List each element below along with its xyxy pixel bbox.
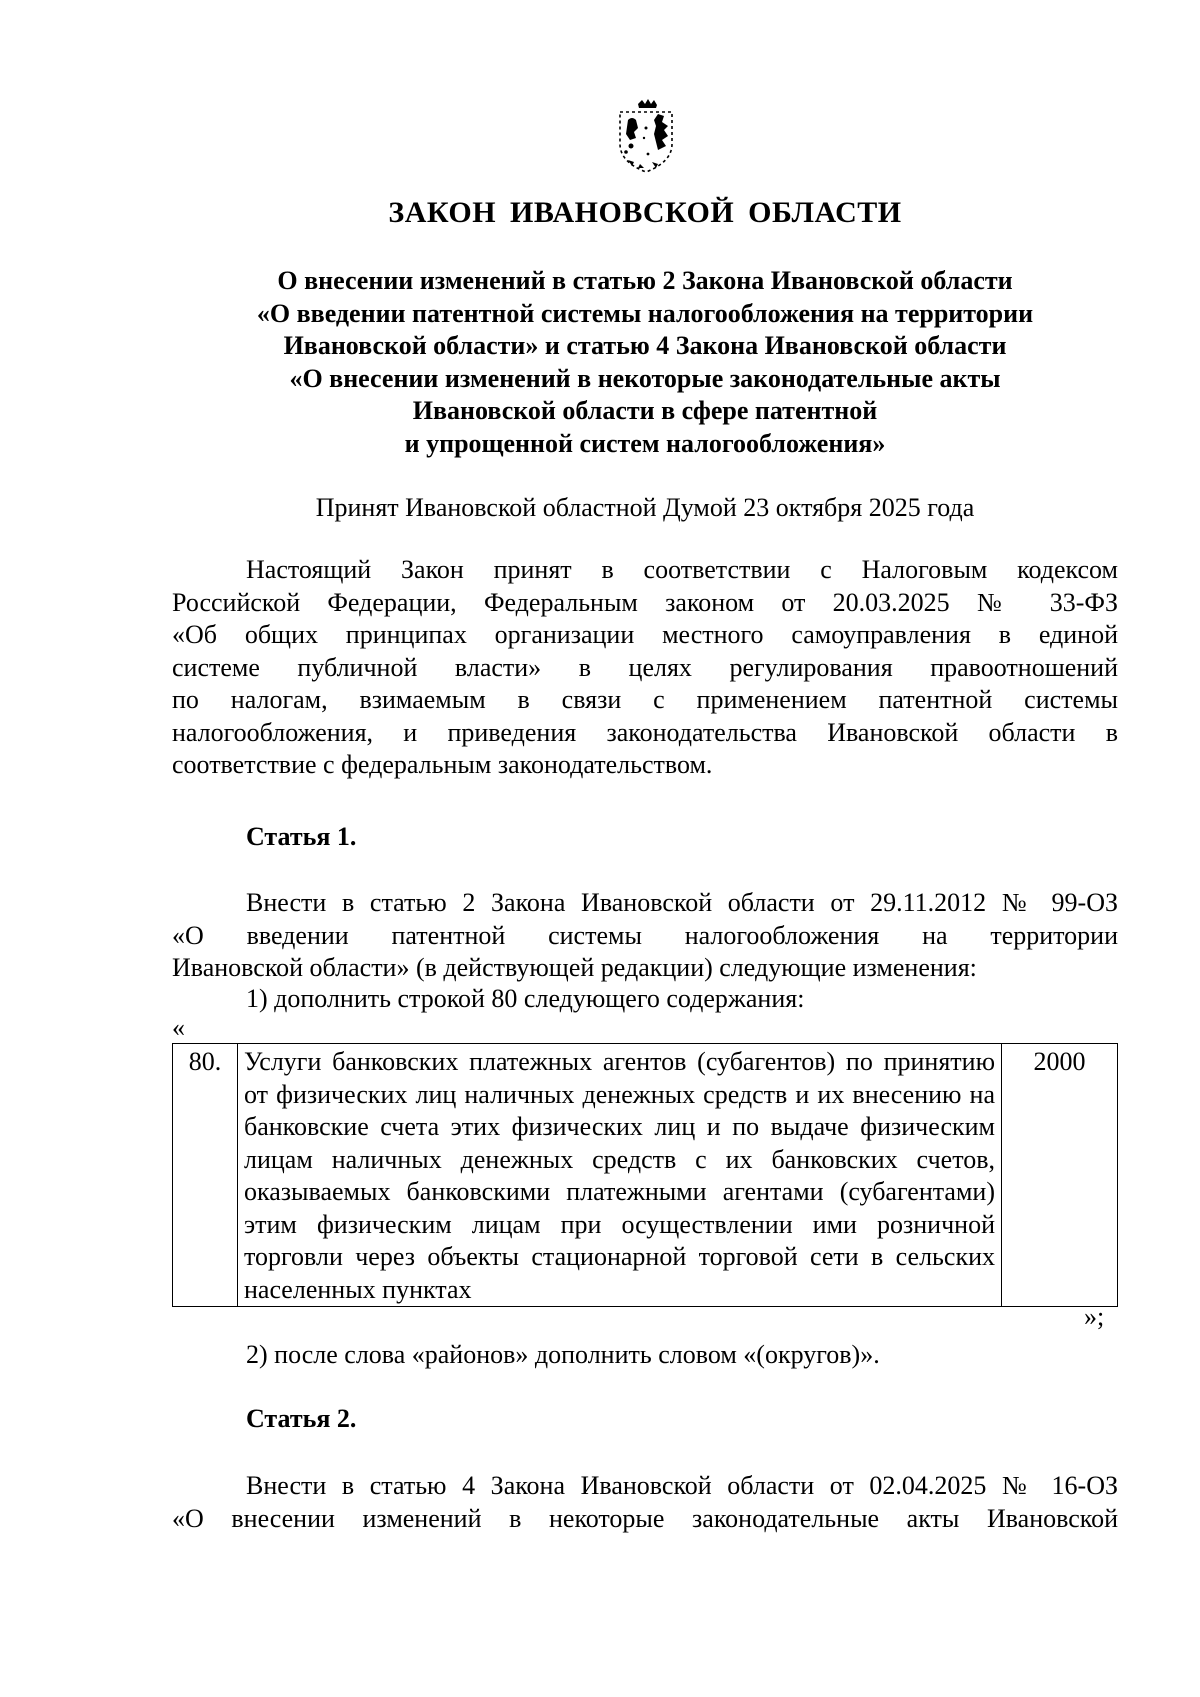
- row-number-cell: 80.: [173, 1044, 238, 1307]
- preamble-line: по налогам, взимаемым в связи с применением патентной системы: [172, 685, 1118, 714]
- amendment-table: [172, 1043, 1118, 1307]
- article-1-heading: Статья 1.: [246, 822, 357, 851]
- preamble-line: Настоящий Закон принят в соответствии с Налоговым кодексом: [246, 555, 1118, 584]
- preamble-paragraph: [172, 554, 1118, 782]
- law-subtitle: [172, 265, 1118, 460]
- table-row: [173, 1044, 1118, 1307]
- subtitle-line: О внесении изменений в статью 2 Закона Ивановской области: [277, 266, 1013, 295]
- row-description-cell: Услуги банковских платежных агентов (субагентов) по принятию от физических лиц наличных денежных средств и их внесению на банковские счета этих физических лиц и по выдаче физическим лицам наличных денежных средств с их банковских счетов, оказываемых банковскими платежными агентами (субагентами) этим физическим лицам при осуществлении ими розничной торговли через объекты стационарной торговой сети в сельских населенных пунктах: [238, 1044, 1002, 1307]
- article-1-intro: [172, 887, 1118, 985]
- article-1-line: Ивановской области» (в действующей редакции) следующие изменения:: [172, 953, 977, 982]
- subtitle-line: и упрощенной систем налогообложения»: [404, 428, 886, 458]
- article-1-line: Внести в статью 2 Закона Ивановской области от 29.11.2012 № 99-ОЗ: [246, 888, 1118, 917]
- subtitle-line: Ивановской области» и статью 4 Закона Ивановской области: [283, 331, 1007, 360]
- ivanovo-coat-of-arms-icon: [598, 98, 694, 178]
- article-2-line: Внести в статью 4 Закона Ивановской области от 02.04.2025 № 16-ОЗ: [246, 1471, 1118, 1500]
- preamble-line: соответствие с федеральным законодательством.: [172, 750, 713, 779]
- article-1-item-1: 1) дополнить строкой 80 следующего содержания:: [246, 984, 805, 1013]
- subtitle-line: «О внесении изменений в некоторые законодательные акты: [289, 363, 1001, 393]
- article-1-line: «О введении патентной системы налогообложения на территории: [172, 920, 1118, 950]
- article-2-line: «О внесении изменений в некоторые законодательные акты Ивановской: [172, 1503, 1118, 1533]
- close-quote: »;: [1084, 1302, 1105, 1331]
- preamble-line: «Об общих принципах организации местного самоуправления в единой: [172, 620, 1118, 649]
- open-quote: «: [172, 1013, 185, 1042]
- preamble-line: Российской Федерации, Федеральным законом от 20.03.2025 № 33-ФЗ: [172, 587, 1118, 617]
- subtitle-line: Ивановской области в сфере патентной: [412, 396, 878, 425]
- row-value-cell: 2000: [1002, 1044, 1118, 1307]
- adoption-note: Принят Ивановской областной Думой 23 октября 2025 года: [315, 493, 975, 522]
- article-2-intro: [172, 1470, 1118, 1535]
- article-1-item-2: 2) после слова «районов» дополнить словом «(округов)».: [246, 1340, 880, 1369]
- law-title: ЗАКОН ИВАНОВСКОЙ ОБЛАСТИ: [388, 196, 902, 229]
- subtitle-line: «О введении патентной системы налогообложения на территории: [256, 298, 1034, 328]
- preamble-line: налогообложения, и приведения законодательства Ивановской области в: [172, 717, 1118, 747]
- preamble-line: системе публичной власти» в целях регулирования правоотношений: [172, 652, 1118, 682]
- article-2-heading: Статья 2.: [246, 1404, 357, 1433]
